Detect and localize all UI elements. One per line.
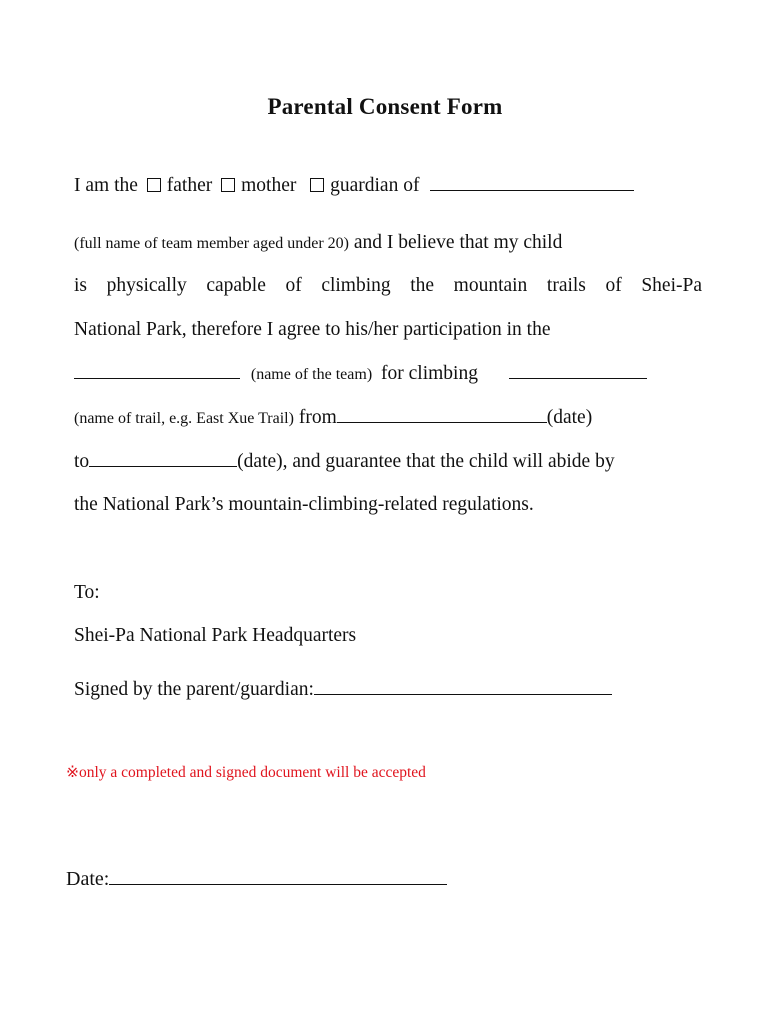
date-field[interactable] (109, 866, 447, 885)
mother-label: mother (241, 175, 297, 196)
agreement-line: National Park, therefore I agree to his/her participation in the (74, 319, 551, 340)
relationship-line (74, 172, 634, 200)
guardian-label: guardian of (330, 175, 420, 196)
member-hint-line (74, 229, 562, 258)
team-name-hint: (name of the team) (250, 366, 373, 383)
mother-checkbox[interactable] (221, 178, 235, 192)
team-line (74, 360, 647, 389)
signature-field[interactable] (314, 676, 612, 695)
member-name-hint: (full name of team member aged under 20) (74, 235, 349, 252)
capability-line: is physically capable of climbing the mountain trails of Shei-Pa (74, 275, 702, 296)
trail-line (74, 404, 592, 433)
end-date-field[interactable] (89, 448, 237, 467)
recipient-name: Shei-Pa National Park Headquarters (74, 625, 357, 646)
guardian-checkbox[interactable] (310, 178, 324, 192)
guarantee-text: (date), and guarantee that the child will abide by (237, 451, 615, 472)
guarantee-line (74, 448, 615, 476)
start-date-label: (date) (546, 407, 593, 428)
to-heading: To: (74, 582, 100, 603)
father-checkbox[interactable] (147, 178, 161, 192)
for-climbing-text: for climbing (381, 363, 478, 384)
from-label: from (298, 407, 337, 428)
to-label: to (74, 451, 90, 472)
team-name-field[interactable] (74, 360, 240, 379)
trail-name-field[interactable] (509, 360, 647, 379)
signature-line (74, 676, 612, 704)
acceptance-notice: ※only a completed and signed document will be accepted (66, 764, 426, 781)
trail-name-hint: (name of trail, e.g. East Xue Trail) (74, 410, 294, 427)
regulations-line: the National Park’s mountain-climbing-related regulations. (74, 494, 534, 515)
page-title: Parental Consent Form (267, 94, 503, 119)
signature-label: Signed by the parent/guardian: (74, 679, 314, 700)
date-label: Date: (66, 868, 110, 890)
date-line (66, 866, 447, 891)
relationship-prefix: I am the (74, 175, 138, 196)
father-label: father (166, 175, 213, 196)
member-name-field[interactable] (430, 172, 634, 191)
belief-text: and I believe that my child (353, 232, 563, 253)
start-date-field[interactable] (337, 404, 547, 423)
